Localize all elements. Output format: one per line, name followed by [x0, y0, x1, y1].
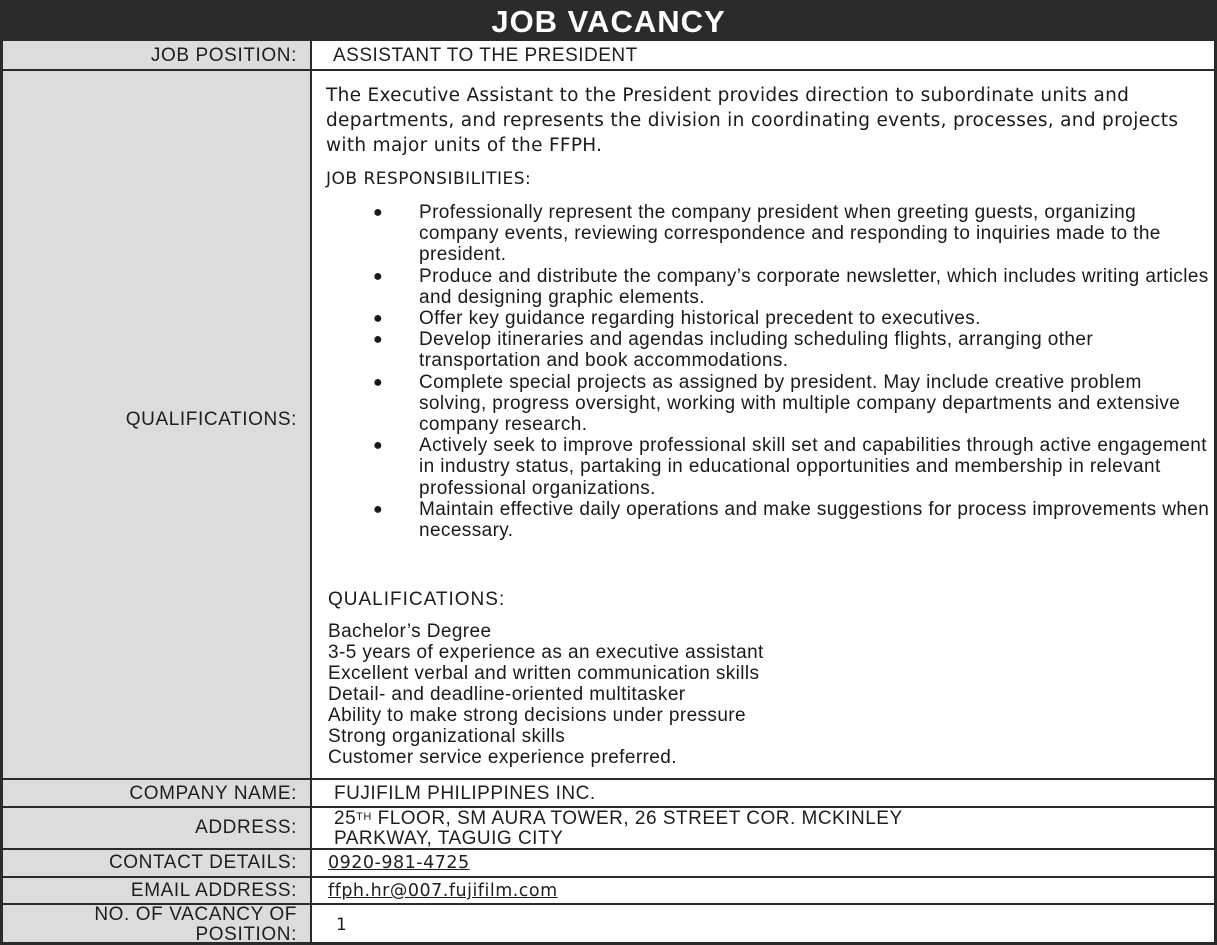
- list-item: [365, 372, 1210, 436]
- responsibility-text: Develop itineraries and agendas including scheduling flights, arranging other transportation and book accommodations.: [419, 329, 1094, 372]
- bullet-icon: ●: [373, 267, 384, 285]
- company-name-label: COMPANY NAME:: [129, 783, 297, 804]
- row-divider: [3, 69, 1214, 71]
- address-superscript: TH: [356, 811, 372, 823]
- list-item: Detail- and deadline-oriented multitasker: [328, 684, 686, 705]
- email-address-label: EMAIL ADDRESS:: [130, 880, 297, 901]
- qualifications-label: QUALIFICATIONS:: [125, 409, 297, 430]
- job-position-label: JOB POSITION:: [150, 45, 297, 66]
- row-divider: [3, 876, 1214, 878]
- job-position-value: ASSISTANT TO THE PRESIDENT: [333, 45, 638, 66]
- list-item: 3-5 years of experience as an executive assistant: [328, 642, 764, 663]
- vacancy-label-line-2: POSITION:: [195, 924, 297, 945]
- bullet-icon: ●: [373, 204, 384, 221]
- bullet-icon: ●: [373, 373, 384, 391]
- company-name-value: FUJIFILM PHILIPPINES INC.: [334, 783, 596, 804]
- list-item: [365, 499, 1210, 541]
- page-title: JOB VACANCY: [3, 3, 1214, 39]
- qualifications-list: [328, 621, 764, 768]
- responsibility-text: Produce and distribute the company’s corporate newsletter, which includes writing articles and designing graphic elements.: [419, 265, 1209, 308]
- qualifications-heading: QUALIFICATIONS:: [328, 589, 506, 610]
- list-item: [365, 202, 1210, 266]
- list-item: Ability to make strong decisions under pressure: [328, 705, 746, 726]
- list-item: [365, 435, 1210, 499]
- responsibility-text: Maintain effective daily operations and make suggestions for process improvements when necessary.: [419, 498, 1210, 542]
- list-item: Excellent verbal and written communication skills: [328, 663, 760, 684]
- bullet-icon: ●: [373, 500, 384, 518]
- row-divider: [3, 778, 1214, 780]
- list-item: [365, 329, 1210, 371]
- address-label: ADDRESS:: [195, 817, 297, 838]
- address-line-1: FLOOR, SM AURA TOWER, 26 STREET COR. MCKINLEY: [371, 808, 903, 829]
- email-link[interactable]: ffph.hr@007.fujifilm.com: [328, 881, 558, 901]
- responsibility-text: Complete special projects as assigned by president. May include creative problem solving, progress oversight, working with multiple company departments and extensive company research.: [419, 371, 1181, 436]
- address-number: 25: [334, 808, 357, 829]
- bullet-icon: ●: [373, 331, 384, 349]
- vacancy-count: 1: [336, 915, 348, 935]
- list-item: Customer service experience preferred.: [328, 747, 677, 768]
- address-value: [334, 809, 903, 849]
- responsibility-text: Offer key guidance regarding historical precedent to executives.: [419, 308, 981, 330]
- responsibility-text: Professionally represent the company president when greeting guests, organizing company events, reviewing correspondence and responding to inquiries made to the president.: [419, 202, 1161, 266]
- vacancy-label: [9, 905, 297, 945]
- address-line-2: PARKWAY, TAGUIG CITY: [334, 828, 564, 849]
- contact-details-label: CONTACT DETAILS:: [108, 852, 297, 873]
- list-item: Bachelor’s Degree: [328, 621, 492, 642]
- vacancy-label-line-1: NO. OF VACANCY OF: [94, 904, 297, 925]
- contact-phone-link[interactable]: 0920-981-4725: [328, 853, 470, 873]
- responsibilities-heading: JOB RESPONSIBILITIES:: [326, 169, 532, 189]
- row-divider: [3, 39, 1214, 41]
- bullet-icon: ●: [373, 310, 384, 328]
- job-description: The Executive Assistant to the President provides direction to subordinate units and departments, and represents the division in coordinating events, processes, and projects with major units of the FFPH.: [326, 85, 1179, 156]
- responsibilities-list: [365, 202, 1210, 541]
- list-item: Strong organizational skills: [328, 726, 566, 747]
- responsibility-text: Actively seek to improve professional skill set and capabilities through active engagement in industry status, partaking in educational opportunities and membership in relevant professional organizations.: [419, 435, 1207, 499]
- list-item: [365, 266, 1210, 308]
- bullet-icon: ●: [373, 437, 384, 455]
- list-item: [365, 308, 1210, 329]
